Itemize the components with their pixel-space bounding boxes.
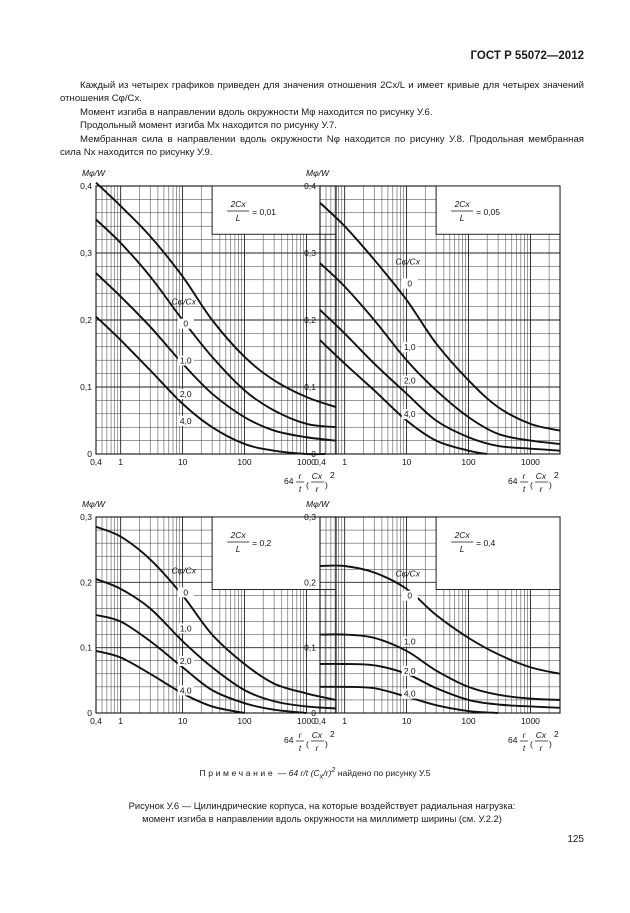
note-dash: — [277,767,287,778]
x-axis-paren-close: ) [549,739,552,749]
page-number: 125 [567,834,584,845]
x-tick-label: 0,4 [90,457,102,467]
x-ticks [314,457,540,467]
x-tick-label: 1 [118,716,124,726]
ratio-denominator: L [459,213,465,223]
curve-label-2: 2,0 [179,389,192,400]
x-axis-prefix: 64 [284,735,294,745]
curve-label-0: 0 [183,318,189,329]
x-tick-label: 0,4 [90,716,102,726]
curve-label-0: 0 [183,587,189,598]
ratio-value: = 0,05 [476,207,501,217]
curve-label-3: 4,0 [179,415,192,426]
curve-1 [320,263,560,444]
x-tick-label: 1 [342,716,348,726]
x-axis-exp: 2 [330,729,335,739]
chart-1 [56,160,335,500]
y-ticks [304,181,316,459]
x-axis-exp: 2 [554,470,559,480]
x-axis-r2: r [315,484,319,494]
ratio-box [436,517,560,590]
y-tick-label: 0,1 [80,382,92,392]
x-axis-paren-close: ) [549,480,552,490]
x-tick-label: 10 [401,457,412,467]
note [0,766,630,781]
x-tick-label: 100 [237,716,252,726]
curve-label-3: 4,0 [403,688,416,699]
curve-label-1: 1,0 [179,355,192,366]
y-tick-label: 0 [311,708,316,718]
curve-param-label: Cφ/Cx [395,256,420,267]
x-tick-label: 10 [401,716,412,726]
y-tick-label: 0,4 [304,181,316,191]
ratio-numerator: 2Cx [454,530,470,540]
y-tick-label: 0,3 [304,248,316,258]
x-axis-paren-open: ( [306,739,309,749]
document-header: ГОСТ Р 55072—2012 [470,50,584,62]
curve-0 [320,203,560,431]
x-tick-label: 1000 [520,716,540,726]
y-tick-label: 0 [87,449,92,459]
x-tick-label: 100 [237,457,252,467]
x-tick-label: 1000 [296,716,316,726]
x-axis-paren-open: ( [530,739,533,749]
curve-label-2: 2,0 [179,656,192,666]
x-tick-label: 0,4 [314,716,326,726]
x-axis-exp: 2 [330,470,335,480]
y-axis-title: Mφ/W [306,499,330,509]
x-axis-r2: r [315,743,319,753]
curve-label-1: 1,0 [403,636,416,647]
curve-label-0: 0 [407,278,413,289]
x-tick-label: 1 [342,457,348,467]
y-ticks [304,512,316,718]
x-axis-cx: Cx [535,471,547,481]
x-axis-r: r [522,471,526,481]
ratio-denominator: L [235,544,241,554]
ratio-value: = 0,01 [252,207,277,217]
curve-label-2: 2,0 [403,665,416,676]
x-axis-prefix: 64 [284,476,294,486]
note-word: Примечание [199,767,276,778]
x-tick-label: 1000 [520,457,540,467]
ratio-value: = 0,4 [476,538,496,548]
x-axis-r: r [298,730,302,740]
x-axis-cx: Cx [311,471,323,481]
x-axis-title [508,470,559,494]
x-axis-r2: r [539,484,543,494]
curve-labels [172,297,197,426]
note-formula: 64 r/t $(C_x/r)^2$ [288,766,336,781]
curve-2 [320,664,560,708]
figure-caption [60,800,584,825]
x-axis-cx: Cx [535,730,547,740]
y-tick-label: 0,1 [304,382,316,392]
ratio-denominator: L [235,213,241,223]
curve-2 [320,310,560,451]
ratio-numerator: 2Cx [454,199,470,209]
curve-label-0: 0 [407,590,413,601]
y-tick-label: 0,2 [304,577,316,588]
x-axis-paren-open: ( [306,480,309,490]
y-tick-label: 0 [311,449,316,459]
chart-2 [300,160,570,500]
y-ticks [80,181,92,459]
x-axis-title [508,729,559,753]
curve-3 [96,651,245,713]
x-tick-label: 0,4 [314,457,326,467]
y-axis-title: Mφ/W [82,499,106,509]
intro-paragraph-3: Продольный момент изгиба Mx находится по рисунку У.7. [80,120,337,132]
curve-label-1: 1,0 [179,623,192,634]
curves [320,203,560,454]
y-tick-label: 0,3 [80,248,92,258]
x-axis-t: t [522,484,526,494]
x-axis-exp: 2 [554,729,559,739]
x-ticks [314,716,540,726]
x-tick-label: 1 [118,457,124,467]
note-text: найдено по рисунку У.5 [337,767,431,778]
y-tick-label: 0,2 [304,315,316,325]
y-axis-title: Mφ/W [82,168,106,178]
x-axis-cx: Cx [311,730,323,740]
x-axis-paren-close: ) [325,739,328,749]
x-axis-paren-close: ) [325,480,328,490]
x-axis-t: t [522,743,526,753]
y-tick-label: 0 [87,708,92,718]
intro-text [60,79,584,159]
ratio-denominator: L [459,544,465,554]
y-tick-label: 0,4 [80,181,92,191]
y-tick-label: 0,2 [80,315,92,325]
curve-label-2: 2,0 [403,375,416,386]
x-axis-r: r [298,471,302,481]
x-tick-label: 1000 [296,457,316,467]
x-ticks [90,716,316,726]
y-tick-label: 0,3 [304,512,316,522]
y-tick-label: 0,1 [304,642,316,653]
curve-label-3: 4,0 [179,685,192,696]
x-tick-label: 100 [461,716,476,726]
x-ticks [90,457,316,467]
curve-param-label: Cφ/Cx [171,565,196,576]
chart-3 [56,492,335,762]
x-axis-t: t [298,743,302,753]
y-tick-label: 0,2 [80,577,92,588]
intro-paragraph-1: Каждый из четырех графиков приведен для значения отношения 2Cx/L и имеет кривые для четырех значений отношения Cφ/Cx. [60,80,584,105]
curve-param-label: Cφ/Cx [395,568,420,579]
ratio-numerator: 2Cx [230,530,246,540]
x-axis-r2: r [539,743,543,753]
curve-label-1: 1,0 [403,342,416,353]
intro-paragraph-2: Момент изгиба в направлении вдоль окружности Mφ находится по рисунку У.6. [80,106,433,118]
ratio-value: = 0,2 [252,538,272,548]
y-tick-label: 0,3 [80,512,92,522]
x-tick-label: 10 [177,457,188,467]
x-axis-paren-open: ( [530,480,533,490]
x-axis-t: t [298,484,302,494]
intro-paragraph-4: Мембранная сила в направлении вдоль окружности Nφ находится по рисунку У.8. Продольная мембранная сила Nx находится по рисунку У.9. [60,133,584,159]
chart-4 [300,492,570,762]
ratio-numerator: 2Cx [230,199,246,209]
y-ticks [80,512,92,718]
x-tick-label: 100 [461,457,476,467]
x-axis-r: r [522,730,526,740]
x-tick-label: 10 [177,716,188,726]
curve-param-label: Cφ/Cx [171,296,196,307]
y-tick-label: 0,1 [80,642,92,653]
x-axis-prefix: 64 [508,735,518,745]
caption-line-2: момент изгиба в направлении вдоль окружности на миллиметр ширины (см. У.2.2) [142,812,502,824]
x-axis-prefix: 64 [508,476,518,486]
caption-line-1: Рисунок У.6 — Цилиндрические корпуса, на которые воздействует радиальная нагрузка: [128,800,516,811]
curve-label-3: 4,0 [403,409,416,420]
y-axis-title: Mφ/W [306,168,330,178]
